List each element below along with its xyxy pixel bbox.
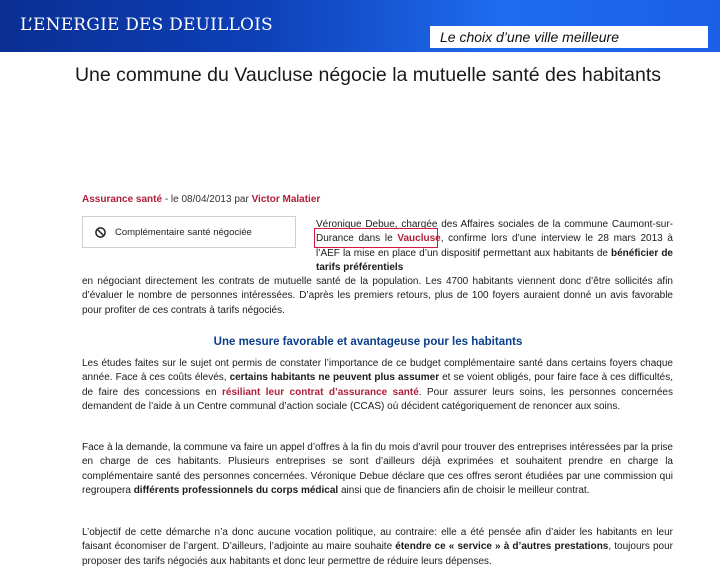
author-link[interactable]: Victor Malatier xyxy=(251,194,321,205)
body1-text-1: Les études faites sur le sujet ont permis de constater l’importance de ce budget complémentaire santé dans certains foyers chaque année. Face à ces coûts élevés, xyxy=(82,358,673,384)
body-paragraph-3 xyxy=(82,526,673,569)
tag-label: Complémentaire santé négociée xyxy=(115,226,252,238)
topic-tag[interactable] xyxy=(82,216,296,248)
body-paragraph-2 xyxy=(82,441,673,499)
byline-date: - le 08/04/2013 par xyxy=(162,194,252,205)
tag-icon xyxy=(95,227,106,238)
body2-text-2: ainsi que de financiers afin de choisir le meilleur contrat. xyxy=(338,485,590,497)
article-byline xyxy=(82,194,320,205)
site-logo-text[interactable]: L’ENERGIE DES DEUILLOIS xyxy=(20,15,273,35)
top-banner xyxy=(0,0,720,52)
intro-paragraph-continued: en négociant directement les contrats de mutuelle santé de la population. Les 4700 habitants viennent donc d’être sollicités afin d’évaluer le nombre de personnes intéressées. D’après les premiers retours, plus de 100 foyers auraient donné un avis favorable pour profiter de ces contrats à tarifs négociés. xyxy=(82,276,673,316)
body3-bold: étendre ce « service » à d’autres prestations xyxy=(395,541,609,553)
body1-text-3: . Pour assurer leurs soins, les personnes concernées demandent de l’aide à un Centre communal d’action sociale (CCAS) où décident catégoriquement de renoncer aux soins. xyxy=(82,386,673,413)
article-headline: Une commune du Vaucluse négocie la mutuelle santé des habitants xyxy=(74,64,662,86)
department-link[interactable]: Vaucluse xyxy=(397,233,441,245)
body3-text-1: L’objectif de cette démarche n’a donc aucune vocation politique, au contraire: elle a été pensée afin d’aider les habitants en leur faisant économiser de l’argent. D’ailleurs, l’adjointe au maire souhaite xyxy=(82,527,673,553)
body3-text-2: , toujours pour proposer des tarifs négociés aux habitants et donc leur permettre de réduire leurs dépenses. xyxy=(82,541,673,567)
intro-text-3: , confirme lors d’une interview le 28 mars 2013 à l’AEF la mise en place d’un dispositif permettant aux habitants de xyxy=(316,233,673,259)
banner-slogan: Le choix d’une ville meilleure xyxy=(430,26,708,48)
body2-bold: différents professionnels du corps médical xyxy=(133,485,339,497)
intro-bold: bénéficier de tarifs préférentiels xyxy=(316,247,673,274)
article-panel xyxy=(60,56,676,567)
place-name: Caumont-sur-Durance xyxy=(316,219,673,245)
body2-text-1: Face à la demande, la commune va faire un appel d’offres à la fin du mois d’avril pour trouver des entreprises intéressées par la prise en charge de ces habitants. Plusieurs entreprises se sont d’ailleurs déjà exprimées et souhaitent prendre en charge la complémentaire santé des personnes concernées. Véronique Debue déclare que ces offres seront étudiées par une commission qui regroupera xyxy=(82,442,673,497)
body1-text-2: et se voient obligés, pour faire face à ces difficultés, de faire des concessions en xyxy=(82,372,673,398)
intro-text-2: dans le xyxy=(353,233,398,245)
section-subheading: Une mesure favorable et avantageuse pour les habitants xyxy=(213,336,523,348)
category-link[interactable]: Assurance santé xyxy=(82,194,163,205)
body1-bold: certains habitants ne peuvent plus assumer xyxy=(229,372,440,384)
cancel-insurance-link[interactable]: résiliant leur contrat d’assurance santé xyxy=(222,386,419,398)
highlight-box xyxy=(314,228,441,248)
body-paragraph-1 xyxy=(82,357,673,415)
intro-text-1: Véronique Debue, chargée des Affaires sociales de la commune xyxy=(316,219,612,230)
